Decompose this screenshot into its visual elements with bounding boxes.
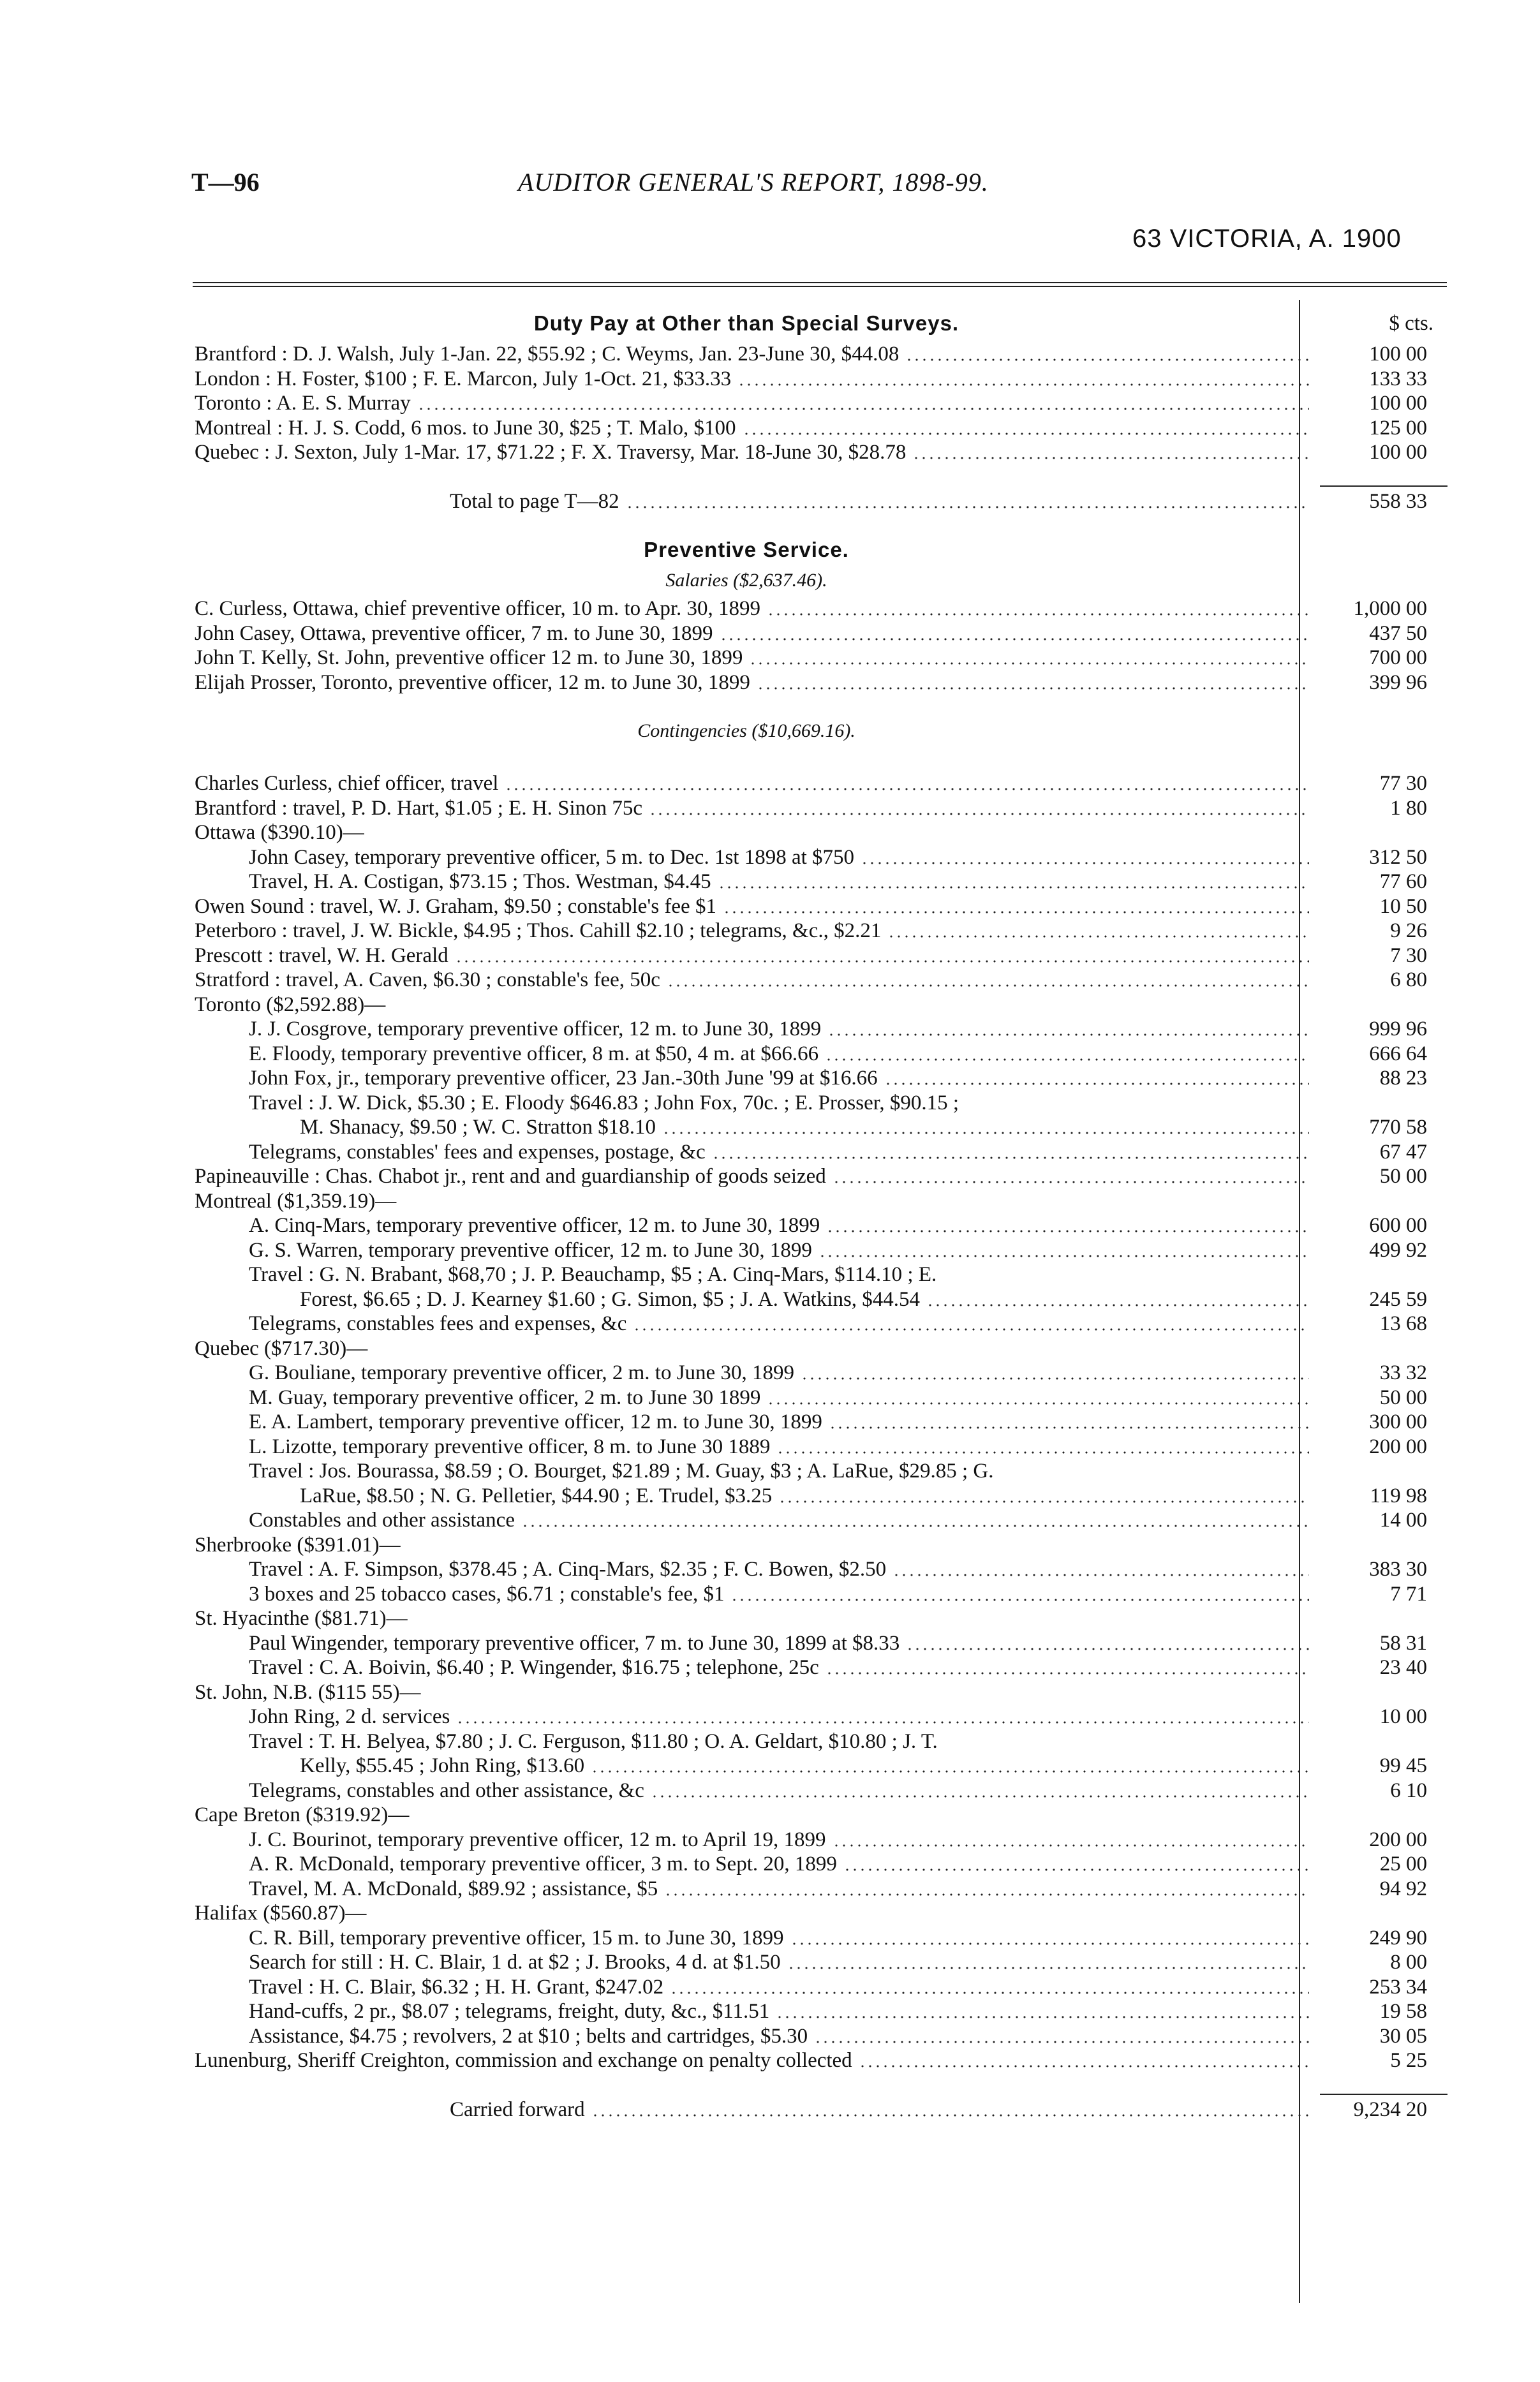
dot-leader xyxy=(649,813,1309,815)
entry-description: John T. Kelly, St. John, preventive officer 12 m. to June 30, 1899 xyxy=(195,646,743,669)
dot-leader xyxy=(827,1033,1309,1036)
dot-leader xyxy=(718,886,1309,889)
entry-amount: 67 47 xyxy=(1379,1140,1427,1164)
total-line xyxy=(195,489,1448,514)
ledger-entry xyxy=(195,1140,1448,1165)
entry-amount: 245 59 xyxy=(1369,1287,1427,1311)
entry-description: Lunenburg, Sheriff Creighton, commission and exchange on penalty collected xyxy=(195,2049,852,2072)
section-subheading xyxy=(195,719,1448,747)
dot-leader xyxy=(887,935,1309,938)
entry-description: J. J. Cosgrove, temporary preventive officer, 12 m. to June 30, 1899 xyxy=(249,1017,822,1040)
entry-description: Toronto : A. E. S. Murray xyxy=(195,392,411,415)
dot-leader xyxy=(757,687,1309,690)
section-subheading xyxy=(195,568,1448,596)
entry-description: John Fox, jr., temporary preventive officer, 23 Jan.-30th June '99 at $16.66 xyxy=(249,1067,878,1090)
entry-amount: 253 34 xyxy=(1369,1975,1427,1999)
entry-amount: 33 32 xyxy=(1379,1361,1427,1384)
ledger-entry xyxy=(195,621,1448,646)
ledger-entry xyxy=(195,1582,1448,1607)
dot-leader xyxy=(730,1599,1309,1601)
dot-leader xyxy=(801,1377,1309,1380)
ledger-entry xyxy=(195,919,1448,943)
ledger-entry xyxy=(195,1213,1448,1238)
ledger-entry xyxy=(195,1926,1448,1951)
entry-description: Constables and other assistance xyxy=(249,1509,515,1532)
entry-amount: 58 31 xyxy=(1379,1631,1427,1655)
entry-description: G. S. Warren, temporary preventive officer, 12 m. to June 30, 1899 xyxy=(249,1238,812,1262)
entry-amount: 999 96 xyxy=(1369,1017,1427,1040)
ledger-entry xyxy=(195,367,1448,392)
entry-amount: 50 00 xyxy=(1379,1386,1427,1409)
dot-leader xyxy=(776,2016,1309,2018)
dot-leader xyxy=(826,1230,1309,1232)
entry-amount: 7 30 xyxy=(1390,943,1427,967)
total-line xyxy=(195,2097,1448,2122)
entry-description: Montreal ($1,359.19)— xyxy=(195,1189,397,1213)
entry-amount: 5 25 xyxy=(1390,2049,1427,2072)
ledger-entry xyxy=(195,1287,1448,1312)
ledger-entry xyxy=(195,391,1448,416)
entry-description: Prescott : travel, W. H. Gerald xyxy=(195,943,448,967)
entry-amount: 6 80 xyxy=(1390,968,1427,991)
entry-amount: 94 92 xyxy=(1379,1877,1427,1900)
dot-leader xyxy=(455,960,1309,963)
dot-leader xyxy=(814,2041,1309,2043)
blank-line xyxy=(195,695,1448,719)
entry-description: Travel, M. A. McDonald, $89.92 ; assistance, $5 xyxy=(249,1877,658,1900)
entry-amount: 100 00 xyxy=(1369,392,1427,415)
entry-amount: 30 05 xyxy=(1379,2024,1427,2048)
dot-leader xyxy=(767,1402,1309,1405)
ledger-entry xyxy=(195,1950,1448,1975)
entry-description: E. A. Lambert, temporary preventive officer, 12 m. to June 30, 1899 xyxy=(249,1410,822,1433)
entry-description: 3 boxes and 25 tobacco cases, $6.71 ; constable's fee, $1 xyxy=(249,1582,725,1606)
entry-amount: 13 68 xyxy=(1379,1312,1427,1335)
ledger-entry xyxy=(195,1410,1448,1435)
entry-amount: 770 58 xyxy=(1369,1116,1427,1139)
entry-description: London : H. Foster, $100 ; F. E. Marcon, July 1-Oct. 21, $33.33 xyxy=(195,367,732,390)
ledger-entry xyxy=(195,1680,1448,1705)
entry-description: Hand-cuffs, 2 pr., $8.07 ; telegrams, freight, duty, &c., $11.51 xyxy=(249,2000,770,2023)
dot-leader xyxy=(833,1181,1309,1183)
dot-leader xyxy=(664,1893,1309,1896)
ledger-entry xyxy=(195,1557,1448,1582)
section-subheading-text: Contingencies ($10,669.16). xyxy=(637,720,855,741)
entry-description: A. Cinq-Mars, temporary preventive officer, 12 m. to June 30, 1899 xyxy=(249,1214,820,1237)
dot-leader xyxy=(521,1525,1309,1527)
blank-line xyxy=(195,465,1448,489)
total-label: Carried forward xyxy=(450,2097,585,2121)
entry-description: Charles Curless, chief officer, travel xyxy=(195,772,499,795)
dot-leader xyxy=(926,1304,1309,1306)
entry-amount: 1,000 00 xyxy=(1353,597,1427,620)
ledger-entry xyxy=(195,342,1448,367)
report-title: AUDITOR GENERAL'S REPORT, 1898-99. xyxy=(518,168,989,196)
entry-amount: 10 50 xyxy=(1379,894,1427,918)
entry-description: J. C. Bourinot, temporary preventive officer, 12 m. to April 19, 1899 xyxy=(249,1828,826,1851)
entry-amount: 50 00 xyxy=(1379,1165,1427,1188)
entry-description: Papineauville : Chas. Chabot jr., rent and and guardianship of goods seized xyxy=(195,1165,826,1188)
ledger-entry xyxy=(195,1606,1448,1631)
entry-description: Travel : G. N. Brabant, $68,70 ; J. P. Beauchamp, $5 ; A. Cinq-Mars, $114.10 ; E. xyxy=(249,1263,937,1286)
dot-leader xyxy=(505,788,1309,790)
entry-description: Travel : H. C. Blair, $6.32 ; H. H. Grant, $247.02 xyxy=(249,1975,664,1999)
dot-leader xyxy=(591,1770,1309,1773)
dot-leader xyxy=(843,1868,1309,1871)
entry-description: Kelly, $55.45 ; John Ring, $13.60 xyxy=(300,1754,585,1777)
section-heading xyxy=(195,538,1448,568)
entry-description: Elijah Prosser, Toronto, preventive officer, 12 m. to June 30, 1899 xyxy=(195,670,750,694)
edition-label: 63 VICTORIA, A. 1900 xyxy=(1132,225,1402,253)
entry-description: G. Bouliane, temporary preventive officer, 2 m. to June 30, 1899 xyxy=(249,1361,794,1384)
ledger-entry xyxy=(195,1877,1448,1902)
ledger-entry xyxy=(195,646,1448,670)
ledger-entry xyxy=(195,1484,1448,1509)
entry-description: A. R. McDonald, temporary preventive officer, 3 m. to Sept. 20, 1899 xyxy=(249,1853,837,1875)
entry-amount: 249 90 xyxy=(1369,1926,1427,1949)
entry-description: Telegrams, constables' fees and expenses, postage, &c xyxy=(249,1140,706,1164)
dot-leader xyxy=(626,506,1309,508)
entry-amount: 383 30 xyxy=(1369,1558,1427,1581)
dot-leader xyxy=(787,1967,1309,1969)
entry-amount: 119 98 xyxy=(1370,1484,1427,1507)
dot-leader xyxy=(826,1672,1309,1675)
entry-amount: 25 00 xyxy=(1379,1853,1427,1875)
entry-amount: 200 00 xyxy=(1369,1435,1427,1458)
dot-leader xyxy=(667,984,1309,987)
ledger-entry xyxy=(195,670,1448,695)
entry-amount: 14 00 xyxy=(1379,1509,1427,1532)
entry-amount: 6 10 xyxy=(1390,1779,1427,1802)
entry-amount: 125 00 xyxy=(1369,416,1427,440)
dot-leader xyxy=(912,457,1309,459)
dot-leader xyxy=(825,1058,1309,1061)
ledger-entry xyxy=(195,1852,1448,1877)
ledger-entry xyxy=(195,1533,1448,1558)
section-subheading-text: Salaries ($2,637.46). xyxy=(665,570,827,591)
entry-description: Cape Breton ($319.92)— xyxy=(195,1803,410,1826)
dot-leader xyxy=(670,1992,1309,1994)
ledger-entry xyxy=(195,1729,1448,1754)
entry-description: St. Hyacinthe ($81.71)— xyxy=(195,1607,408,1630)
ledger-entry xyxy=(195,2024,1448,2049)
entry-amount: 312 50 xyxy=(1369,845,1427,869)
entry-description: Sherbrooke ($391.01)— xyxy=(195,1533,401,1557)
entry-description: Ottawa ($390.10)— xyxy=(195,821,364,844)
entry-amount: 88 23 xyxy=(1379,1067,1427,1090)
sum-rule xyxy=(1320,2094,1447,2095)
ledger-entry xyxy=(195,1705,1448,1729)
entry-description: Travel : C. A. Boivin, $6.40 ; P. Wingender, $16.75 ; telephone, 25c xyxy=(249,1656,819,1679)
ledger-entry xyxy=(195,1754,1448,1779)
ledger-entry xyxy=(195,993,1448,1017)
ledger-entry xyxy=(195,1042,1448,1067)
header-rule-bottom xyxy=(193,286,1447,287)
ledger-entry xyxy=(195,1901,1448,1926)
entry-description: Travel : T. H. Belyea, $7.80 ; J. C. Ferguson, $11.80 ; O. A. Geldart, $10.80 ; J. T. xyxy=(249,1729,938,1753)
ledger-entry xyxy=(195,796,1448,821)
ledger-entry xyxy=(195,1017,1448,1042)
dot-leader xyxy=(767,613,1309,616)
ledger-entry xyxy=(195,1336,1448,1361)
dot-leader xyxy=(884,1083,1309,1085)
ledger-entry xyxy=(195,1975,1448,2000)
entry-description: M. Guay, temporary preventive officer, 2 m. to June 30 1899 xyxy=(249,1386,761,1409)
entry-description: John Ring, 2 d. services xyxy=(249,1705,450,1728)
entry-description: Quebec : J. Sexton, July 1-Mar. 17, $71.22 ; F. X. Traversy, Mar. 18-June 30, $28.78 xyxy=(195,441,907,464)
entry-amount: 1 80 xyxy=(1390,796,1427,820)
dot-leader xyxy=(651,1795,1309,1798)
entry-amount: 99 45 xyxy=(1379,1754,1427,1777)
entry-description: John Casey, temporary preventive officer, 5 m. to Dec. 1st 1898 at $750 xyxy=(249,845,855,869)
entry-description: M. Shanacy, $9.50 ; W. C. Stratton $18.10 xyxy=(300,1116,656,1139)
dot-leader xyxy=(905,359,1309,361)
entry-description: Brantford : D. J. Walsh, July 1-Jan. 22, $55.92 ; C. Weyms, Jan. 23-June 30, $44.08 xyxy=(195,343,900,366)
entry-description: Brantford : travel, P. D. Hart, $1.05 ; E. H. Sinon 75c xyxy=(195,796,643,820)
entry-amount: 8 00 xyxy=(1390,1951,1427,1974)
ledger-entry xyxy=(195,1779,1448,1803)
entry-amount: 600 00 xyxy=(1369,1214,1427,1237)
ledger-entry xyxy=(195,1238,1448,1263)
ledger-entry xyxy=(195,1262,1448,1287)
dot-leader xyxy=(833,1844,1309,1847)
page-label: T—96 xyxy=(191,168,260,196)
entry-amount: 200 00 xyxy=(1369,1828,1427,1851)
section-heading-text: Preventive Service. xyxy=(644,538,849,561)
entry-description: Owen Sound : travel, W. J. Graham, $9.50 ; constable's fee $1 xyxy=(195,894,716,918)
entry-description: Peterboro : travel, J. W. Bickle, $4.95 ; Thos. Cahill $2.10 ; telegrams, &c., $2.21 xyxy=(195,919,882,942)
entry-amount: 666 64 xyxy=(1369,1042,1427,1065)
entry-amount: 100 00 xyxy=(1369,343,1427,366)
dot-leader xyxy=(906,1648,1309,1650)
ledger-entry xyxy=(195,1091,1448,1116)
entry-description: Montreal : H. J. S. Codd, 6 mos. to June 30, $25 ; T. Malo, $100 xyxy=(195,416,736,440)
dot-leader xyxy=(859,2065,1309,2068)
sum-rule xyxy=(1320,485,1447,487)
entry-description: Stratford : travel, A. Caven, $6.30 ; constable's fee, 50c xyxy=(195,968,660,991)
dot-leader xyxy=(723,911,1309,914)
ledger-entry xyxy=(195,1386,1448,1410)
entry-amount: 23 40 xyxy=(1379,1656,1427,1679)
total-amount: 9,234 20 xyxy=(1353,2097,1427,2121)
dot-leader xyxy=(456,1721,1309,1724)
entry-amount: 77 30 xyxy=(1379,772,1427,795)
entry-amount: 499 92 xyxy=(1369,1238,1427,1262)
ledger-entry xyxy=(195,416,1448,441)
entry-amount: 133 33 xyxy=(1369,367,1427,390)
dot-leader xyxy=(818,1255,1309,1257)
ledger-entry xyxy=(195,968,1448,993)
currency-column-heading: $ cts. xyxy=(1389,312,1433,335)
entry-description: Telegrams, constables fees and expenses, &c xyxy=(249,1312,627,1335)
entry-description: St. John, N.B. ($115 55)— xyxy=(195,1680,421,1704)
entry-description: Travel, H. A. Costigan, $73.15 ; Thos. Westman, $4.45 xyxy=(249,870,711,893)
ledger-entry xyxy=(195,1164,1448,1189)
dot-leader xyxy=(743,433,1309,435)
ledger-entry xyxy=(195,894,1448,919)
entry-description: John Casey, Ottawa, preventive officer, 7 m. to June 30, 1899 xyxy=(195,621,713,645)
ledger-entry xyxy=(195,1655,1448,1680)
entry-description: Travel : Jos. Bourassa, $8.59 ; O. Bourget, $21.89 ; M. Guay, $3 ; A. LaRue, $29.85 ; G. xyxy=(249,1460,994,1483)
dot-leader xyxy=(633,1328,1309,1331)
entry-description: Search for still : H. C. Blair, 1 d. at $2 ; J. Brooks, 4 d. at $1.50 xyxy=(249,1951,781,1974)
entry-description: L. Lizotte, temporary preventive officer, 8 m. to June 30 1889 xyxy=(249,1435,771,1458)
ledger-entry xyxy=(195,1459,1448,1484)
entry-amount: 77 60 xyxy=(1379,870,1427,893)
section-heading xyxy=(195,311,1448,342)
entry-description: Assistance, $4.75 ; revolvers, 2 at $10 ; belts and cartridges, $5.30 xyxy=(249,2024,808,2048)
ledger-entry xyxy=(195,1828,1448,1853)
blank-line xyxy=(195,2073,1448,2097)
dot-leader xyxy=(778,1500,1309,1503)
ledger-entry xyxy=(195,1115,1448,1140)
dot-leader xyxy=(790,1942,1309,1945)
ledger-entry xyxy=(195,820,1448,845)
ledger-entry xyxy=(195,1803,1448,1828)
entry-amount: 10 00 xyxy=(1379,1705,1427,1728)
entry-amount: 9 26 xyxy=(1390,919,1427,942)
entry-description: C. R. Bill, temporary preventive officer, 15 m. to June 30, 1899 xyxy=(249,1926,784,1949)
ledger-entry xyxy=(195,771,1448,796)
entry-amount: 19 58 xyxy=(1379,2000,1427,2023)
ledger-entry xyxy=(195,440,1448,465)
ledger-entry xyxy=(195,1066,1448,1091)
blank-line xyxy=(195,514,1448,538)
entry-description: Quebec ($717.30)— xyxy=(195,1336,368,1360)
total-amount: 558 33 xyxy=(1369,489,1427,513)
ledger-entry xyxy=(195,1361,1448,1386)
section-heading-text: Duty Pay at Other than Special Surveys. xyxy=(533,311,959,335)
header-rule-top xyxy=(193,282,1447,283)
entry-amount: 399 96 xyxy=(1369,670,1427,694)
ledger-entry xyxy=(195,2048,1448,2073)
entry-description: Toronto ($2,592.88)— xyxy=(195,993,386,1016)
dot-leader xyxy=(417,408,1309,410)
entry-description: LaRue, $8.50 ; N. G. Pelletier, $44.90 ; E. Trudel, $3.25 xyxy=(300,1484,773,1507)
ledger-entry xyxy=(195,1435,1448,1460)
dot-leader xyxy=(892,1574,1309,1576)
entry-description: Paul Wingender, temporary preventive officer, 7 m. to June 30, 1899 at $8.33 xyxy=(249,1631,900,1655)
ledger-entry xyxy=(195,1508,1448,1533)
entry-description: Telegrams, constables and other assistance, &c xyxy=(249,1779,644,1802)
ledger-body xyxy=(195,311,1448,2122)
entry-amount: 437 50 xyxy=(1369,621,1427,645)
entry-description: Halifax ($560.87)— xyxy=(195,1902,367,1925)
ledger-entry xyxy=(195,1631,1448,1656)
entry-description: Travel : A. F. Simpson, $378.45 ; A. Cinq-Mars, $2.35 ; F. C. Bowen, $2.50 xyxy=(249,1558,887,1581)
blank-line xyxy=(195,747,1448,771)
entry-description: Forest, $6.65 ; D. J. Kearney $1.60 ; G. Simon, $5 ; J. A. Watkins, $44.54 xyxy=(300,1287,921,1311)
dot-leader xyxy=(829,1426,1309,1429)
dot-leader xyxy=(749,662,1309,665)
dot-leader xyxy=(861,862,1309,864)
entry-amount: 700 00 xyxy=(1369,646,1427,669)
dot-leader xyxy=(712,1157,1309,1159)
entry-description: Travel : J. W. Dick, $5.30 ; E. Floody $646.83 ; John Fox, 70c. ; E. Prosser, $90.15 ; xyxy=(249,1091,959,1114)
ledger-entry xyxy=(195,1189,1448,1214)
ledger-entry xyxy=(195,1999,1448,2024)
dot-leader xyxy=(737,383,1309,386)
dot-leader xyxy=(720,638,1310,640)
entry-amount: 7 71 xyxy=(1390,1582,1427,1606)
entry-description: E. Floody, temporary preventive officer, 8 m. at $50, 4 m. at $66.66 xyxy=(249,1042,819,1065)
ledger-entry xyxy=(195,869,1448,894)
ledger-entry xyxy=(195,596,1448,621)
entry-amount: 300 00 xyxy=(1369,1410,1427,1433)
ledger-entry xyxy=(195,845,1448,870)
dot-leader xyxy=(776,1451,1309,1454)
entry-description: C. Curless, Ottawa, chief preventive officer, 10 m. to Apr. 30, 1899 xyxy=(195,597,761,620)
ledger-entry xyxy=(195,943,1448,968)
total-label: Total to page T—82 xyxy=(450,489,619,513)
ledger-entry xyxy=(195,1312,1448,1336)
entry-amount: 100 00 xyxy=(1369,441,1427,464)
dot-leader xyxy=(662,1132,1309,1134)
dot-leader xyxy=(591,2114,1309,2117)
